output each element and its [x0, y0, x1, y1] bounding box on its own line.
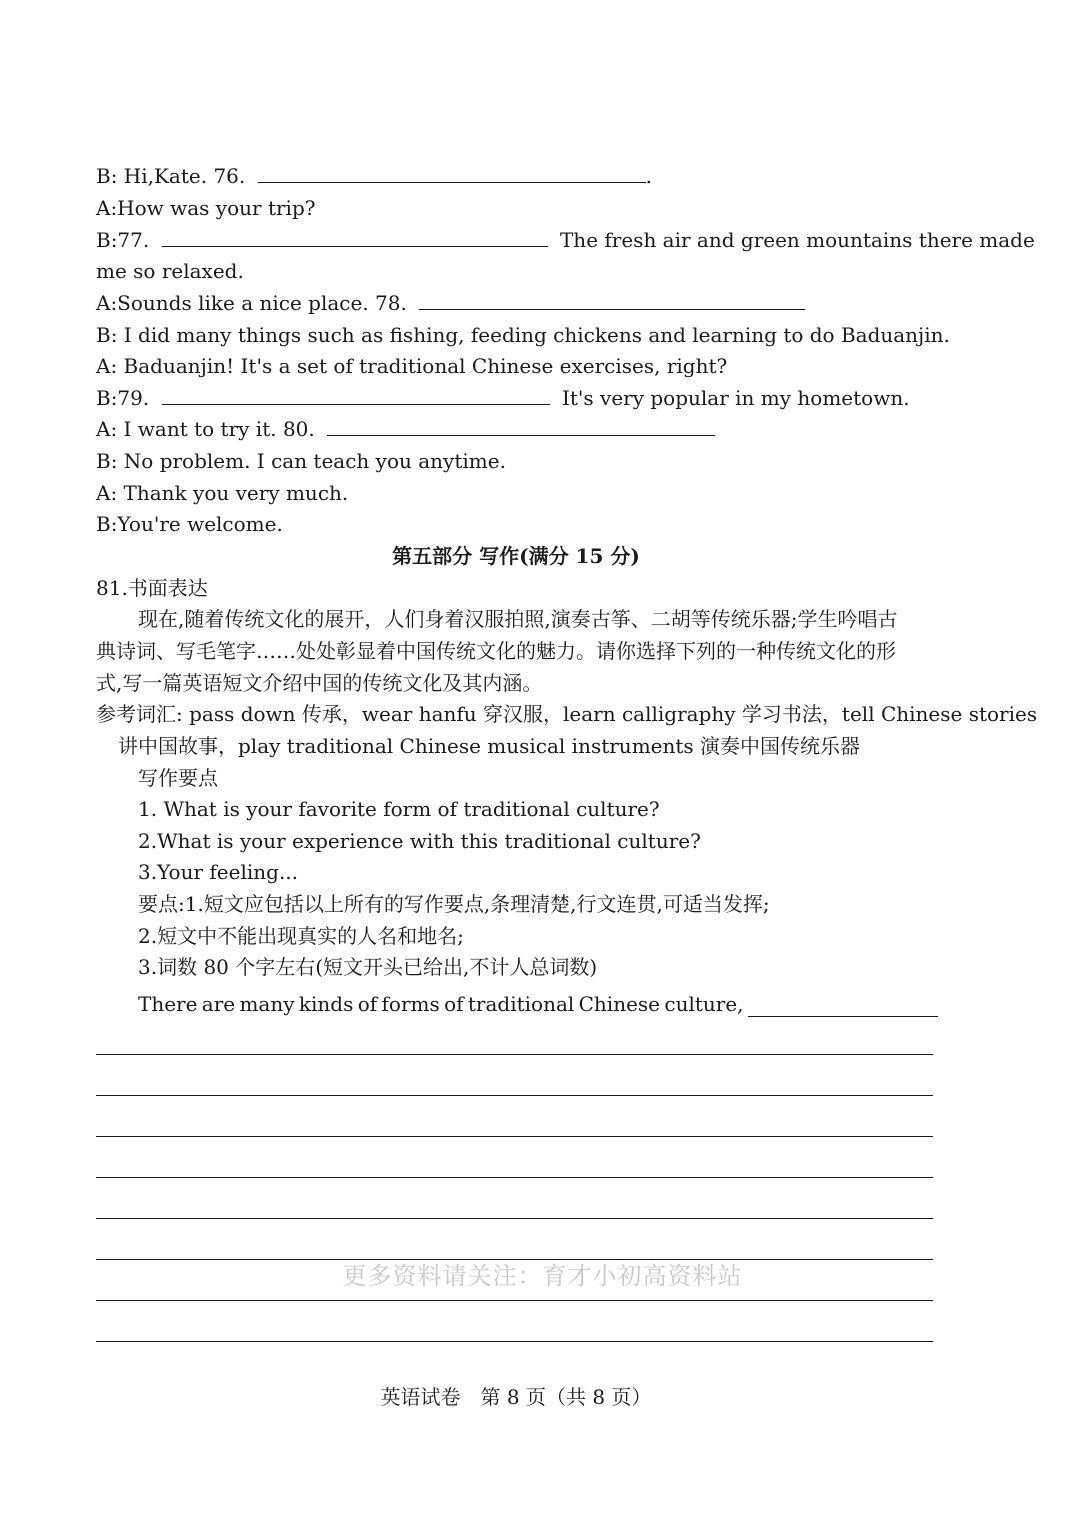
requirement-3: 3.词数 80 个字左右(短文开头已给出,不计人总词数): [138, 955, 598, 979]
answer-blank-77[interactable]: [162, 228, 548, 247]
starter-word: There: [138, 992, 198, 1016]
dialogue-line-noproblem: B: No problem. I can teach you anytime.: [96, 449, 506, 473]
dialogue-77-text: B:77.: [96, 228, 150, 252]
dialogue-line-baduanjin: A: Baduanjin! It's a set of traditional Chinese exercises, right?: [96, 354, 728, 378]
starter-word: of: [444, 992, 464, 1016]
writing-line[interactable]: [96, 1177, 933, 1178]
section-title: 第五部分 写作(满分 15 分): [392, 544, 640, 568]
starter-word: kinds: [298, 992, 354, 1016]
writing-point-1: 1. What is your favorite form of traditional culture?: [138, 797, 660, 821]
dialogue-76-text: B: Hi,Kate. 76.: [96, 164, 246, 188]
dialogue-79-text: B:79.: [96, 386, 150, 410]
page-footer: 英语试卷 第 8 页（共 8 页）: [380, 1385, 652, 1409]
writing-line[interactable]: [96, 1341, 933, 1342]
question-81-heading: 81.书面表达: [96, 576, 208, 600]
dialogue-line-77: [96, 227, 1035, 253]
answer-blank-78[interactable]: [419, 291, 805, 310]
writing-line[interactable]: [96, 1054, 933, 1055]
essay-starter-line: [138, 991, 938, 1017]
writing-points-title: 写作要点: [138, 766, 218, 790]
starter-word: of: [357, 992, 378, 1016]
writing-line[interactable]: [96, 1300, 933, 1301]
answer-blank-79[interactable]: [162, 386, 550, 405]
dialogue-line-76: [96, 163, 652, 189]
requirement-1: 要点:1.短文应包括以上所有的写作要点,条理清楚,行文连贯,可适当发挥;: [138, 892, 770, 916]
requirement-2: 2.短文中不能出现真实的人名和地名;: [138, 924, 464, 948]
dialogue-76-period: .: [645, 164, 652, 188]
dialogue-line-78: [96, 290, 805, 316]
dialogue-80-text: A: I want to try it. 80.: [96, 417, 315, 441]
watermark: 更多资料请关注：育才小初高资料站: [342, 1262, 743, 1290]
dialogue-line-thanks: A: Thank you very much.: [96, 481, 349, 505]
dialogue-line-79: [96, 385, 910, 411]
answer-blank-80[interactable]: [327, 417, 715, 436]
vocabulary-line-2: 讲中国故事，play traditional Chinese musical instruments 演奏中国传统乐器: [118, 734, 861, 758]
dialogue-line-things: B: I did many things such as fishing, feeding chickens and learning to do Baduanjin.: [96, 323, 950, 347]
vocabulary-line-1: 参考词汇: pass down 传承，wear hanfu 穿汉服，learn calligraphy 学习书法，tell Chinese stories: [96, 702, 1038, 726]
essay-starter-blank[interactable]: [748, 998, 938, 1017]
dialogue-line-welcome: B:You're welcome.: [96, 512, 283, 536]
dialogue-line-80: [96, 416, 715, 442]
writing-point-2: 2.What is your experience with this traditional culture?: [138, 829, 701, 853]
dialogue-79-after: It's very popular in my hometown.: [561, 386, 910, 410]
writing-line[interactable]: [96, 1136, 933, 1137]
writing-line[interactable]: [96, 1218, 933, 1219]
starter-word: Chinese: [578, 992, 661, 1016]
dialogue-78-text: A:Sounds like a nice place. 78.: [96, 291, 407, 315]
writing-line[interactable]: [96, 1095, 933, 1096]
dialogue-line-trip: A:How was your trip?: [96, 196, 316, 220]
dialogue-line-77-cont: me so relaxed.: [96, 259, 244, 283]
starter-word: culture,: [664, 992, 744, 1016]
starter-word: many: [239, 992, 295, 1016]
prompt-intro-line-1: 现在,随着传统文化的展开，人们身着汉服拍照,演奏古筝、二胡等传统乐器;学生吟唱古: [138, 607, 898, 631]
starter-word: forms: [381, 992, 440, 1016]
writing-point-3: 3.Your feeling...: [138, 860, 299, 884]
prompt-intro-line-2: 典诗词、写毛笔字……处处彰显着中国传统文化的魅力。请你选择下列的一种传统文化的形: [96, 639, 896, 663]
starter-word: traditional: [467, 992, 575, 1016]
starter-word: are: [201, 992, 236, 1016]
answer-blank-76[interactable]: [258, 164, 646, 183]
dialogue-77-after: The fresh air and green mountains there made: [559, 228, 1035, 252]
prompt-intro-line-3: 式,写一篇英语短文介绍中国的传统文化及其内涵。: [96, 671, 543, 695]
